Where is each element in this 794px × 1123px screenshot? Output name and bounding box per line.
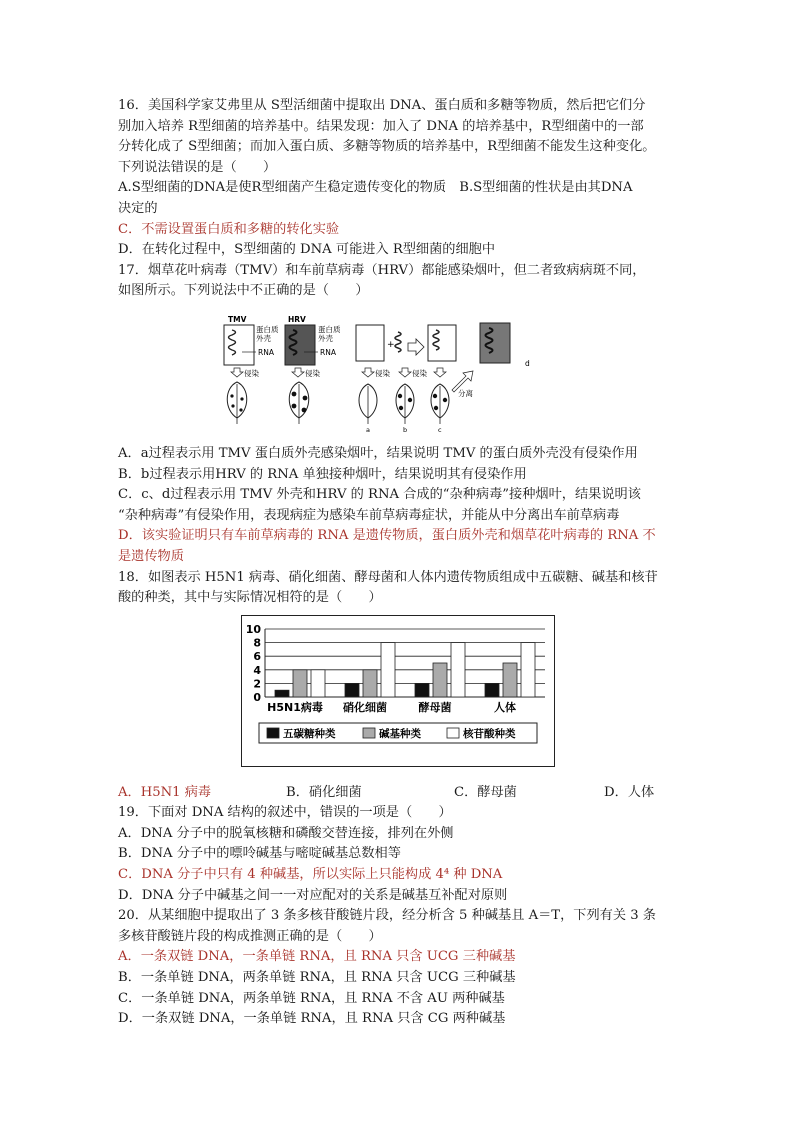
q20-option-a: A．一条双链 DNA，一条单链 RNA，且 RNA 只含 UCG 三种碱基: [118, 949, 516, 965]
bar-核苷酸种类-酵母菌: [451, 642, 465, 696]
bar-五碳糖种类-酵母菌: [415, 683, 429, 697]
q20-option-b: B．一条单链 DNA，两条单链 RNA，且 RNA 只含 UCG 三种碱基: [118, 970, 516, 986]
question-18: [118, 568, 680, 804]
x-tick-label: 硝化细菌: [343, 700, 387, 714]
tmv-empty-shell: [356, 325, 384, 361]
q19-option-d: D．DNA 分子中碱基之间一一对应配对的关系是碱基互补配对原则: [118, 887, 508, 903]
hrv-shell-label: 外壳: [318, 333, 333, 343]
q17-stem-line: 17．烟草花叶病毒（TMV）和车前草病毒（HRV）都能感染烟叶，但二者致病病斑不同，: [118, 262, 646, 278]
x-tick-label: 酵母菌: [418, 700, 452, 714]
leaf-c: [431, 384, 449, 424]
hrv-particle: [285, 325, 315, 365]
leaf-tmv: [227, 382, 247, 424]
y-tick-label: 10: [245, 622, 261, 636]
q19-option-a: A．DNA 分子中的脱氧核糖和磷酸交替连接，排列在外侧: [118, 825, 454, 841]
bar-chart: [241, 615, 555, 767]
q16-stem-line: 16．美国科学家艾弗里从 S型活细菌中提取出 DNA、蛋白质和多糖等物质，然后把它们分: [118, 98, 646, 113]
bar-碱基种类-H5N1病毒: [293, 669, 307, 696]
bar-碱基种类-酵母菌: [433, 663, 447, 697]
q19-option-b: B．DNA 分子中的嘌呤碱基与嘧啶碱基总数相等: [118, 846, 401, 862]
label-d: d: [525, 358, 530, 368]
worksheet: [118, 96, 680, 1030]
q16-stem-line: 下列说法错误的是（ ）: [118, 159, 277, 175]
question-17: [118, 261, 680, 568]
x-tick-label: H5N1病毒: [267, 700, 323, 714]
tmv-label: TMV: [228, 314, 247, 324]
q18-option-d: D．人体: [604, 784, 655, 800]
q20-option-c: C．一条单链 DNA，两条单链 RNA，且 RNA 不含 AU 两种碱基: [118, 990, 505, 1006]
question-16: [118, 96, 680, 261]
y-tick-label: 6: [253, 649, 261, 663]
bar-核苷酸种类-硝化细菌: [381, 642, 395, 696]
question-20: [118, 906, 680, 1030]
leaf-a: [359, 384, 377, 424]
hrv-rna-label: RNA: [320, 347, 336, 357]
hybrid-virus: [428, 325, 456, 361]
label-a: a: [366, 425, 370, 434]
question-19: [118, 803, 680, 906]
tmv-protein-label: 蛋白质: [256, 324, 279, 334]
q18-stem-line: 酸的种类，其中与实际情况相符的是（ ）: [118, 590, 382, 606]
q17-option-d: D．该实验证明只有车前草病毒的 RNA 是遗传物质，蛋白质外壳和烟草花叶病毒的 RNA 不: [118, 528, 656, 544]
bar-核苷酸种类-人体: [521, 642, 535, 696]
q18-stem-line: 18．如图表示 H5N1 病毒、硝化细菌、酵母菌和人体内遗传物质组成中五碳糖、碱基和核苷: [118, 569, 658, 585]
legend-label: 五碳糖种类: [283, 727, 336, 740]
q20-option-d: D．一条双链 DNA，一条单链 RNA，且 RNA 只含 CG 两种碱基: [118, 1011, 506, 1027]
y-tick-label: 0: [253, 690, 261, 704]
legend-swatch: [363, 728, 375, 738]
leaf-b: [396, 384, 414, 424]
q20-stem-line: 20．从某细胞中提取出了 3 条多核苷酸链片段，经分析含 5 种碱基且 A＝T，下列有关 3 条: [118, 908, 656, 924]
q16-option-a: A.S型细菌的DNA是使R型细菌产生稳定遗传变化的物质 B.S型细菌的性状是由其DNA: [118, 180, 633, 196]
bar-五碳糖种类-H5N1病毒: [275, 690, 289, 697]
y-tick-label: 8: [253, 636, 261, 650]
isolated-virus: [480, 323, 510, 363]
legend-swatch: [267, 728, 279, 738]
svg-text:侵染: 侵染: [305, 368, 320, 378]
q16-option-a-cont: 决定的: [118, 200, 158, 216]
svg-text:侵染: 侵染: [375, 368, 390, 378]
q17-option-d-cont: 是遗传物质: [118, 548, 184, 564]
tmv-rna-label: RNA: [258, 347, 274, 357]
q18-option-a: A．H5N1 病毒: [118, 784, 212, 800]
hrv-protein-label: 蛋白质: [318, 324, 341, 334]
hrv-label: HRV: [288, 314, 306, 324]
legend-label: 核苷酸种类: [463, 727, 516, 740]
combine-arrow-icon: [408, 339, 424, 355]
bar-核苷酸种类-H5N1病毒: [311, 669, 325, 696]
x-tick-label: 人体: [494, 700, 516, 714]
svg-text:侵染: 侵染: [412, 368, 427, 378]
infect-arrows: [231, 368, 446, 378]
q20-stem-line: 多核苷酸链片段的构成推测正确的是（ ）: [118, 928, 382, 944]
q16-stem-line: 分转化成了 S型细菌；而加入蛋白质、多糖等物质的培养基中，R型细菌不能发生这种变化。: [118, 139, 656, 155]
hrv-rna-strand: [395, 332, 401, 352]
q19-stem: 19．下面对 DNA 结构的叙述中，错误的一项是（ ）: [118, 805, 452, 821]
q17-option-b: B．b过程表示用HRV 的 RNA 单独接种烟叶，结果说明其有侵染作用: [118, 466, 527, 482]
virus-infection-diagram: [118, 310, 680, 440]
bar-chart-figure: [118, 613, 680, 777]
y-tick-label: 4: [253, 663, 261, 677]
q18-option-b: B．硝化细菌: [286, 784, 362, 800]
leaf-hrv: [289, 382, 309, 424]
legend-label: 碱基种类: [379, 727, 421, 740]
svg-text:侵染: 侵染: [244, 368, 259, 378]
q19-option-c: C．DNA 分子中只有 4 种碱基，所以实际上只能构成 4⁴ 种 DNA: [118, 867, 503, 883]
q16-option-d: D．在转化过程中，S型细菌的 DNA 可能进入 R型细菌的细胞中: [118, 242, 496, 258]
separate-label: 分离: [458, 388, 473, 398]
bar-五碳糖种类-硝化细菌: [345, 683, 359, 697]
q17-option-c-cont: “杂种病毒”有侵染作用，表现病症为感染车前草病毒症状，并能从中分离出车前草病毒: [118, 507, 620, 523]
plus-sign: +: [387, 339, 395, 350]
q17-stem-line: 如图所示。下列说法中不正确的是（ ）: [118, 283, 369, 299]
y-tick-label: 2: [253, 677, 261, 691]
legend-swatch: [447, 728, 459, 738]
tmv-particle: [224, 325, 254, 365]
bar-碱基种类-人体: [503, 663, 517, 697]
label-c: c: [438, 425, 442, 434]
q17-option-c: C．c、d过程表示用 TMV 外壳和HRV 的 RNA 合成的“杂种病毒”接种烟叶，结果说明该: [118, 487, 641, 503]
bar-五碳糖种类-人体: [485, 683, 499, 697]
q18-option-c: C．酵母菌: [454, 784, 517, 800]
q16-stem-line: 别加入培养 R型细菌的培养基中。结果发现：加入了 DNA 的培养基中，R型细菌中的一部: [118, 118, 644, 134]
tmv-shell-label: 外壳: [256, 333, 271, 343]
q17-option-a: A．a过程表示用 TMV 蛋白质外壳感染烟叶，结果说明 TMV 的蛋白质外壳没有侵染作用: [118, 445, 638, 461]
q18-options: [118, 783, 680, 804]
q16-option-c: C．不需设置蛋白质和多糖的转化实验: [118, 221, 340, 237]
label-b: b: [403, 425, 408, 434]
bar-碱基种类-硝化细菌: [363, 669, 377, 696]
